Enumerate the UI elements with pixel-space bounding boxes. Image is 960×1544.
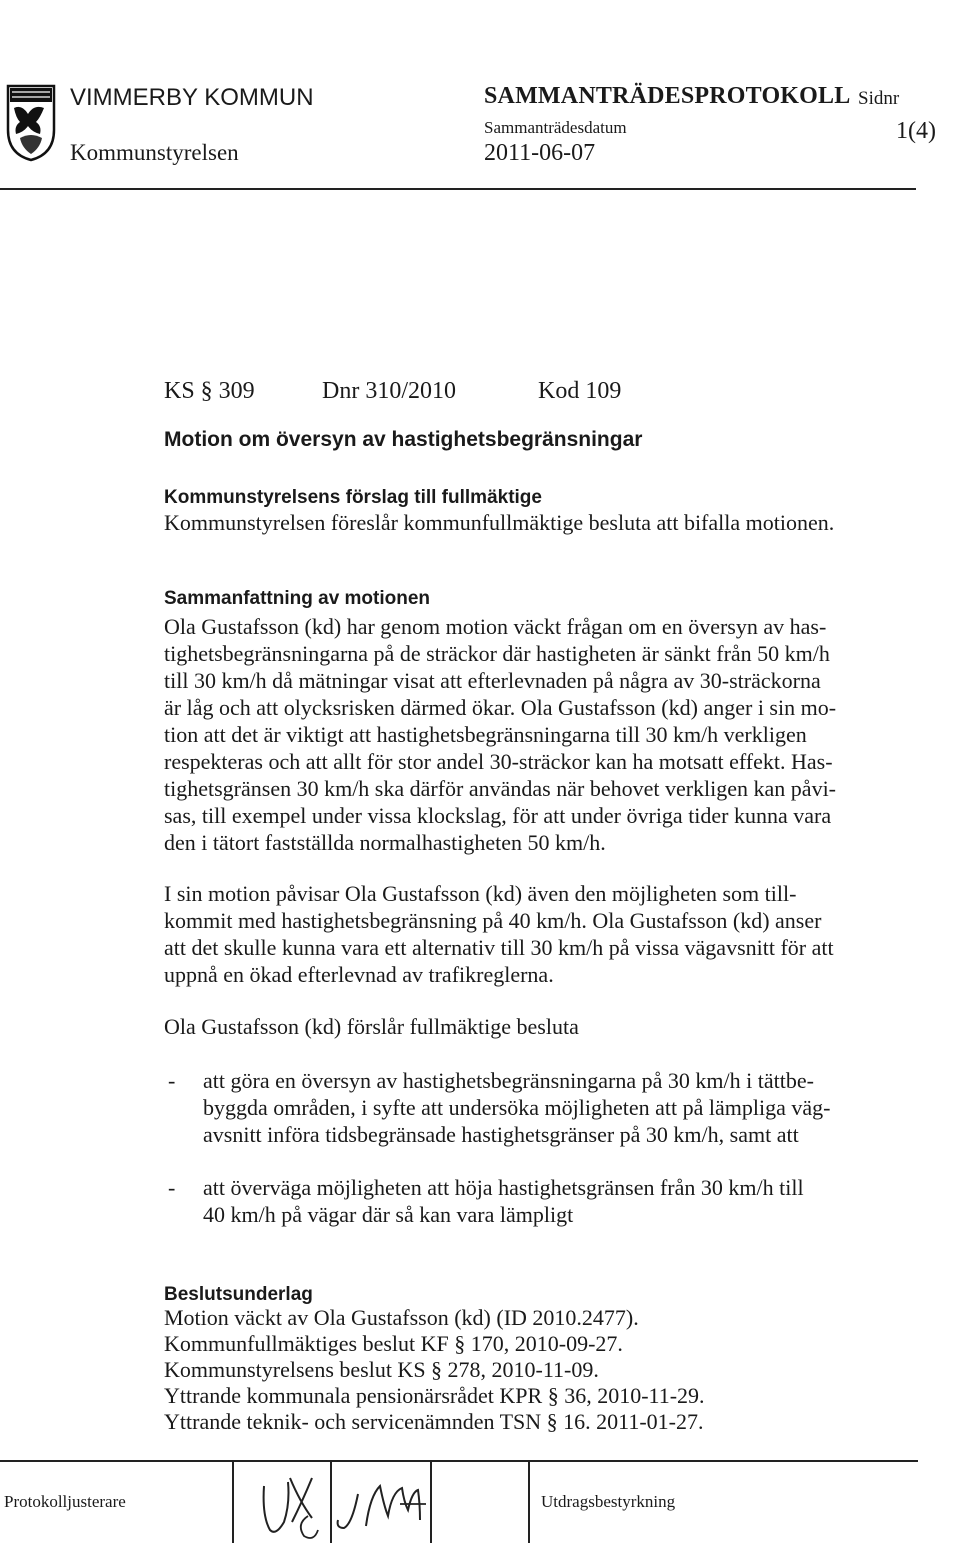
footer-cell-divider [232, 1460, 234, 1543]
paragraph-number: KS § 309 [164, 378, 255, 404]
summary-heading: Sammanfattning av motionen [164, 588, 431, 609]
text-line: tion att det är viktigt att hastighetsbegränsningarna till 30 km/h verkligen [164, 722, 807, 747]
minutes-checker-label: Protokolljusterare [4, 1492, 126, 1511]
extract-certification-label: Utdragsbestyrkning [541, 1492, 676, 1511]
text-line: Ola Gustafsson (kd) har genom motion väckt frågan om en översyn av has- [164, 614, 827, 639]
meeting-date-value: 2011-06-07 [484, 140, 596, 166]
decision-basis-item: Yttrande kommunala pensionärsrådet KPR § 36, 2010-11-29. [164, 1383, 705, 1408]
footer-divider [0, 1460, 918, 1462]
organization-department: Kommunstyrelsen [70, 140, 239, 165]
bullet-text-line: 40 km/h på vägar där så kan vara lämpligt [203, 1202, 574, 1227]
text-line: kommit med hastighetsbegränsning på 40 km/h. Ola Gustafsson (kd) anser [164, 908, 822, 933]
bullet-text-line: att göra en översyn av hastighetsbegränsningarna på 30 km/h i tättbe- [203, 1068, 814, 1093]
decision-basis-item: Kommunstyrelsens beslut KS § 278, 2010-11-09. [164, 1357, 599, 1382]
diary-number: Dnr 310/2010 [322, 378, 456, 404]
page-number-label: Sidnr [858, 88, 900, 109]
meeting-date-label: Sammanträdesdatum [484, 118, 627, 137]
document-type: SAMMANTRÄDESPROTOKOLL [484, 83, 851, 109]
text-line: sas, till exempel under vissa klockslag, för att under övriga tider kunna vara [164, 803, 832, 828]
document-title: Motion om översyn av hastighetsbegränsningar [164, 428, 643, 451]
proposal-text: Kommunstyrelsen föreslår kommunfullmäktige besluta att bifalla motionen. [164, 510, 835, 535]
text-line: till 30 km/h då mätningar visat att efterlevnaden på några av 30-sträckorna [164, 668, 821, 693]
coat-of-arms-logo [4, 82, 58, 162]
header-divider [0, 188, 916, 190]
bullet-dash: - [168, 1175, 176, 1200]
footer-cell-divider [528, 1460, 530, 1543]
code-number: Kod 109 [538, 378, 622, 404]
proposal-heading: Kommunstyrelsens förslag till fullmäktige [164, 487, 542, 508]
bullet-dash: - [168, 1068, 176, 1093]
organization-name: VIMMERBY KOMMUN [70, 84, 314, 111]
decision-basis-item: Kommunfullmäktiges beslut KF § 170, 2010-09-27. [164, 1331, 623, 1356]
decision-basis-item: Yttrande teknik- och servicenämnden TSN § 16. 2011-01-27. [164, 1409, 704, 1434]
page-number-value: 1(4) [896, 118, 936, 144]
bullet-text-line: att överväga möjligheten att höja hastighetsgränsen från 30 km/h till [203, 1175, 804, 1200]
text-line: tighetsgränsen 30 km/h ska därför användas när behovet verkligen kan påvi- [164, 776, 837, 801]
text-line: respekteras och att allt för stor andel 30-sträckor kan ha motsatt effekt. Has- [164, 749, 833, 774]
text-line: uppnå en ökad efterlevnad av trafikreglerna. [164, 962, 554, 987]
text-line: tighetsbegränsningarna på de sträckor där hastigheten är sänkt från 50 km/h [164, 641, 830, 666]
text-line: I sin motion påvisar Ola Gustafsson (kd) även den möjligheten som till- [164, 881, 797, 906]
summary-paragraph-3: Ola Gustafsson (kd) förslår fullmäktige besluta [164, 1014, 579, 1039]
text-line: är låg och att olycksrisken därmed ökar. Ola Gustafsson (kd) anger i sin mo- [164, 695, 837, 720]
text-line: den i tätort fastställda normalhastigheten 50 km/h. [164, 830, 606, 855]
decision-basis-heading: Beslutsunderlag [164, 1284, 313, 1305]
bullet-text-line: avsnitt införa tidsbegränsade hastighetsgränser på 30 km/h, samt att [203, 1122, 799, 1147]
decision-basis-item: Motion väckt av Ola Gustafsson (kd) (ID 2010.2477). [164, 1305, 639, 1330]
text-line: att det skulle kunna vara ett alternativ till 30 km/h på vissa vägavsnitt för att [164, 935, 834, 960]
handwritten-initials-signature [250, 1464, 440, 1544]
bullet-text-line: byggda områden, i syfte att undersöka möjligheten att på lämpliga väg- [203, 1095, 831, 1120]
